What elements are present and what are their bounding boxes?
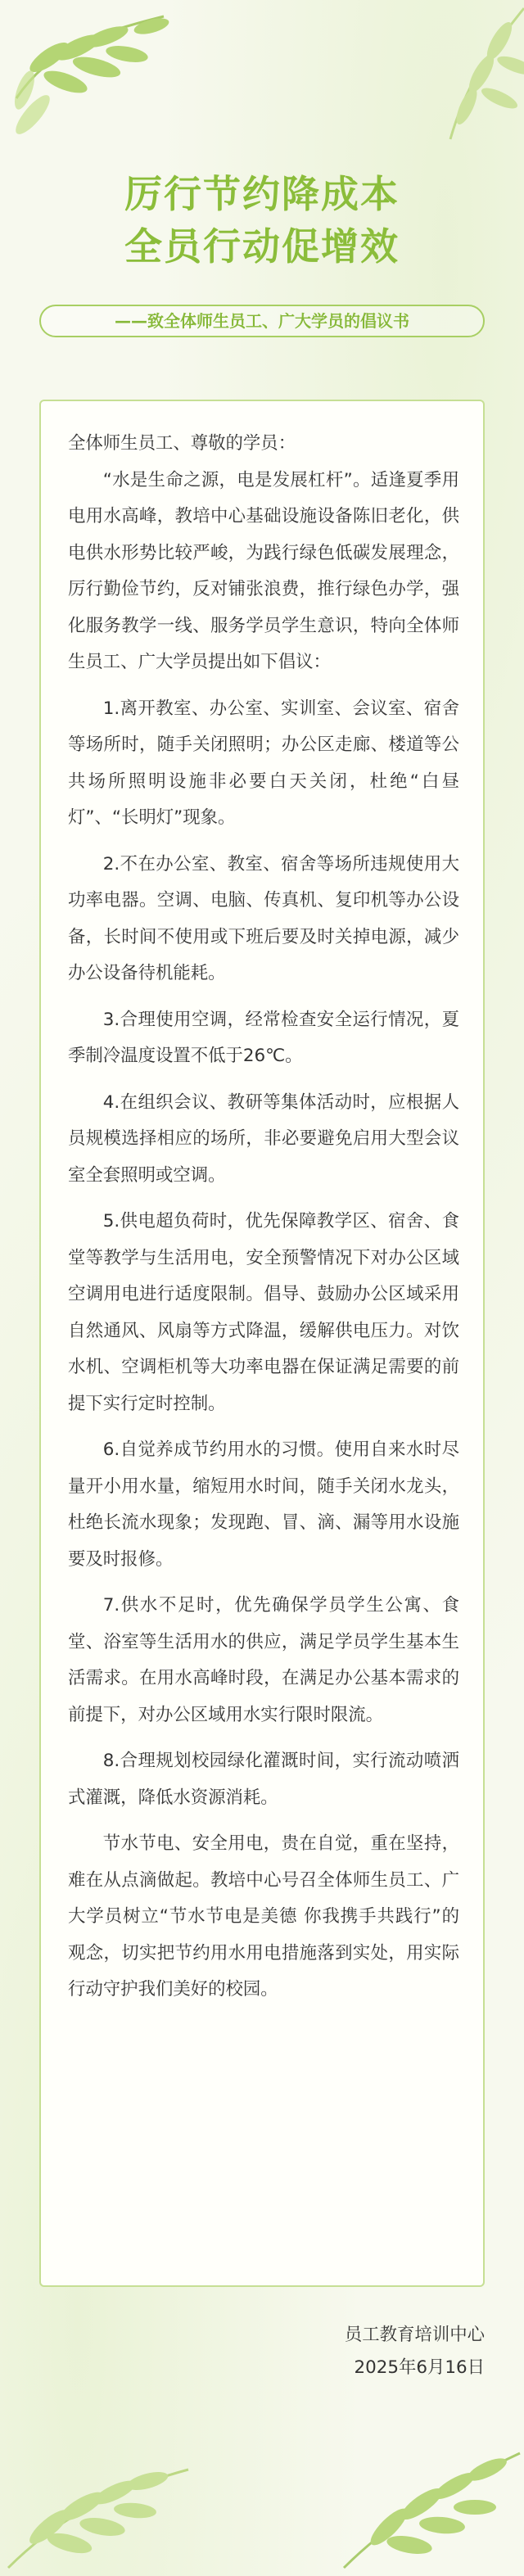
intro-paragraph: “水是生命之源，电是发展杠杆”。适逢夏季用电用水高峰，教培中心基础设施设备陈旧老化，供电供水形势比较严峻，为践行绿色低碳发展理念，厉行勤俭节约，反对铺张浪费，推行绿色办学，强化服务教学一线、服务学员学生意识，特向全体师生员工、广大学员提出如下倡议： bbox=[68, 469, 459, 672]
page-title bbox=[0, 168, 524, 273]
title-line-1: 厉行节约降成本 bbox=[124, 172, 400, 216]
proposal-item-7: 7.供水不足时，优先确保学员学生公寓、食堂、浴室等生活用水的供应，满足学员学生基本生活需求。在用水高峰时段，在满足办公基本需求的前提下，对办公区域用水实行限时限流。 bbox=[68, 1595, 459, 1725]
proposal-item-5: 5.供电超负荷时，优先保障教学区、宿舍、食堂等教学与生活用电，安全预警情况下对办公区域空调用电进行适度限制。倡导、鼓励办公区域采用自然通风、风扇等方式降温，缓解供电压力。对饮水机、空调柜机等大功率电器在保证满足需要的前提下实行定时控制。 bbox=[68, 1211, 459, 1414]
leaf-decoration-icon bbox=[385, 0, 524, 164]
signature-org: 员工教育培训中心 bbox=[344, 2325, 485, 2345]
proposal-item-4: 4.在组织会议、教研等集体活动时，应根据人员规模选择相应的场所，非必要避免启用大型会议室全套照明或空调。 bbox=[68, 1091, 459, 1186]
leaf-decoration-icon bbox=[0, 2404, 213, 2576]
leaf-decoration-icon bbox=[0, 0, 188, 164]
proposal-item-1: 1.离开教室、办公室、实训室、会议室、宿舍等场所时，随手关闭照明；办公区走廊、楼道等公共场所照明设施非必要白天关闭，杜绝“白昼灯”、“长明灯”现象。 bbox=[68, 698, 459, 828]
subtitle-banner: ——致全体师生员工、广大学员的倡议书 bbox=[39, 305, 485, 337]
title-line-2: 全员行动促增效 bbox=[124, 224, 400, 269]
leaf-decoration-icon bbox=[311, 2404, 524, 2576]
proposal-item-2: 2.不在办公室、教室、宿舍等场所违规使用大功率电器。空调、电脑、传真机、复印机等办公设备，长时间不使用或下班后要及时关掉电源，减少办公设备待机能耗。 bbox=[68, 853, 459, 983]
letter-content-box bbox=[39, 400, 485, 2287]
greeting-line: 全体师生员工、尊敬的学员： bbox=[68, 433, 296, 454]
proposal-item-3: 3.合理使用空调，经常检查安全运行情况，夏季制冷温度设置不低于26℃。 bbox=[68, 1009, 459, 1066]
letter-body bbox=[68, 426, 459, 2018]
proposal-item-6: 6.自觉养成节约用水的习惯。使用自来水时尽量开小用水量，缩短用水时间，随手关闭水龙头，杜绝长流水现象；发现跑、冒、滴、漏等用水设施要及时报修。 bbox=[68, 1439, 459, 1570]
signature-date: 2025年6月16日 bbox=[354, 2357, 485, 2378]
proposal-item-8: 8.合理规划校园绿化灌溉时间，实行流动喷洒式灌溉，降低水资源消耗。 bbox=[68, 1751, 459, 1808]
signature-block bbox=[345, 2319, 485, 2384]
closing-paragraph: 节水节电、安全用电，贵在自觉，重在坚持，难在从点滴做起。教培中心号召全体师生员工、广大学员树立“节水节电是美德 你我携手共践行”的观念，切实把节约用水用电措施落到实处，用实际行动守护我们美好的校园。 bbox=[68, 1833, 459, 2000]
